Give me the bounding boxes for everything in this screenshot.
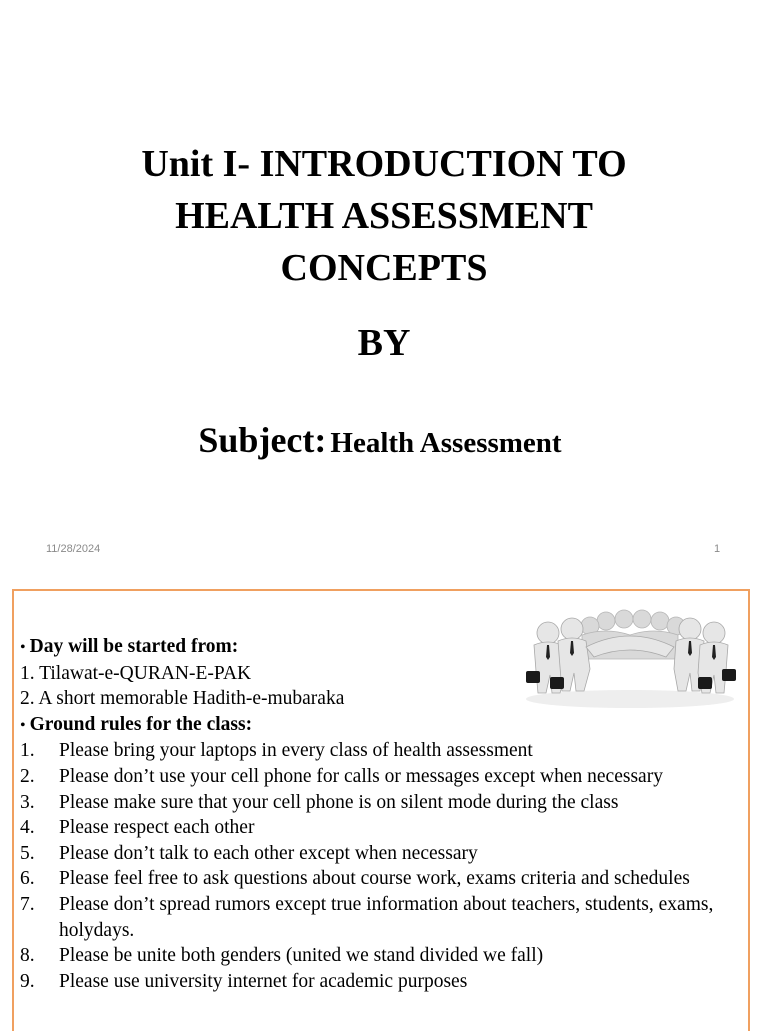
rule-item — [20, 943, 740, 969]
rule-number: 6. — [20, 868, 35, 890]
rule-number: 3. — [20, 791, 35, 813]
rule-text: Please feel free to ask questions about course work, exams criteria and schedules — [59, 868, 690, 890]
slide-date: 11/28/2024 — [46, 543, 101, 555]
start-item-2: 2. A short memorable Hadith-e-mubaraka — [20, 688, 345, 710]
rule-item — [20, 790, 740, 816]
subject-value: Health Assessment — [330, 427, 562, 459]
rule-item — [20, 866, 740, 892]
rule-text: Please respect each other — [59, 817, 255, 839]
rule-number: 1. — [20, 740, 35, 762]
title-line-1: Unit I- INTRODUCTION TO — [141, 143, 627, 185]
subject-label: Subject: — [198, 420, 327, 460]
start-heading — [20, 634, 740, 661]
rule-text: Please bring your laptops in every class of health assessment — [59, 740, 533, 762]
slide-number: 1 — [714, 543, 721, 555]
rule-text: Please don’t talk to each other except when necessary — [59, 842, 478, 864]
rule-item — [20, 764, 740, 790]
by-label: BY — [357, 322, 411, 364]
rule-item — [20, 892, 740, 943]
rule-text: Please don’t use your cell phone for calls or messages except when necessary — [59, 765, 663, 787]
rule-text: Please use university internet for academic purposes — [59, 970, 468, 992]
rule-number: 5. — [20, 842, 35, 864]
rule-number: 2. — [20, 765, 35, 787]
rules-slide — [12, 589, 750, 1031]
rule-text: Please don’t spread rumors except true information about teachers, students, exams, holydays. — [59, 893, 714, 941]
start-heading-text: Day will be started from: — [29, 636, 239, 657]
slide-title — [60, 138, 708, 294]
subject-line — [0, 416, 760, 472]
rule-item — [20, 738, 740, 764]
rules-heading-text: Ground rules for the class: — [29, 713, 253, 735]
rule-text: Please be unite both genders (united we stand divided we fall) — [59, 945, 544, 967]
rule-number: 7. — [20, 893, 35, 915]
rule-number: 4. — [20, 817, 35, 839]
title-line-3: CONCEPTS — [280, 247, 488, 289]
rule-item — [20, 969, 740, 995]
title-line-2: HEALTH ASSESSMENT — [175, 195, 593, 237]
rule-item — [20, 815, 740, 841]
rule-number: 9. — [20, 970, 35, 992]
bullet-icon: • — [20, 716, 26, 734]
rules-content — [20, 634, 740, 994]
rule-number: 8. — [20, 945, 35, 967]
rule-text: Please make sure that your cell phone is on silent mode during the class — [59, 791, 619, 813]
rules-heading — [20, 712, 740, 739]
rule-item — [20, 841, 740, 867]
bullet-icon: • — [20, 639, 26, 656]
start-item-1: 1. Tilawat-e-QURAN-E-PAK — [20, 662, 252, 684]
